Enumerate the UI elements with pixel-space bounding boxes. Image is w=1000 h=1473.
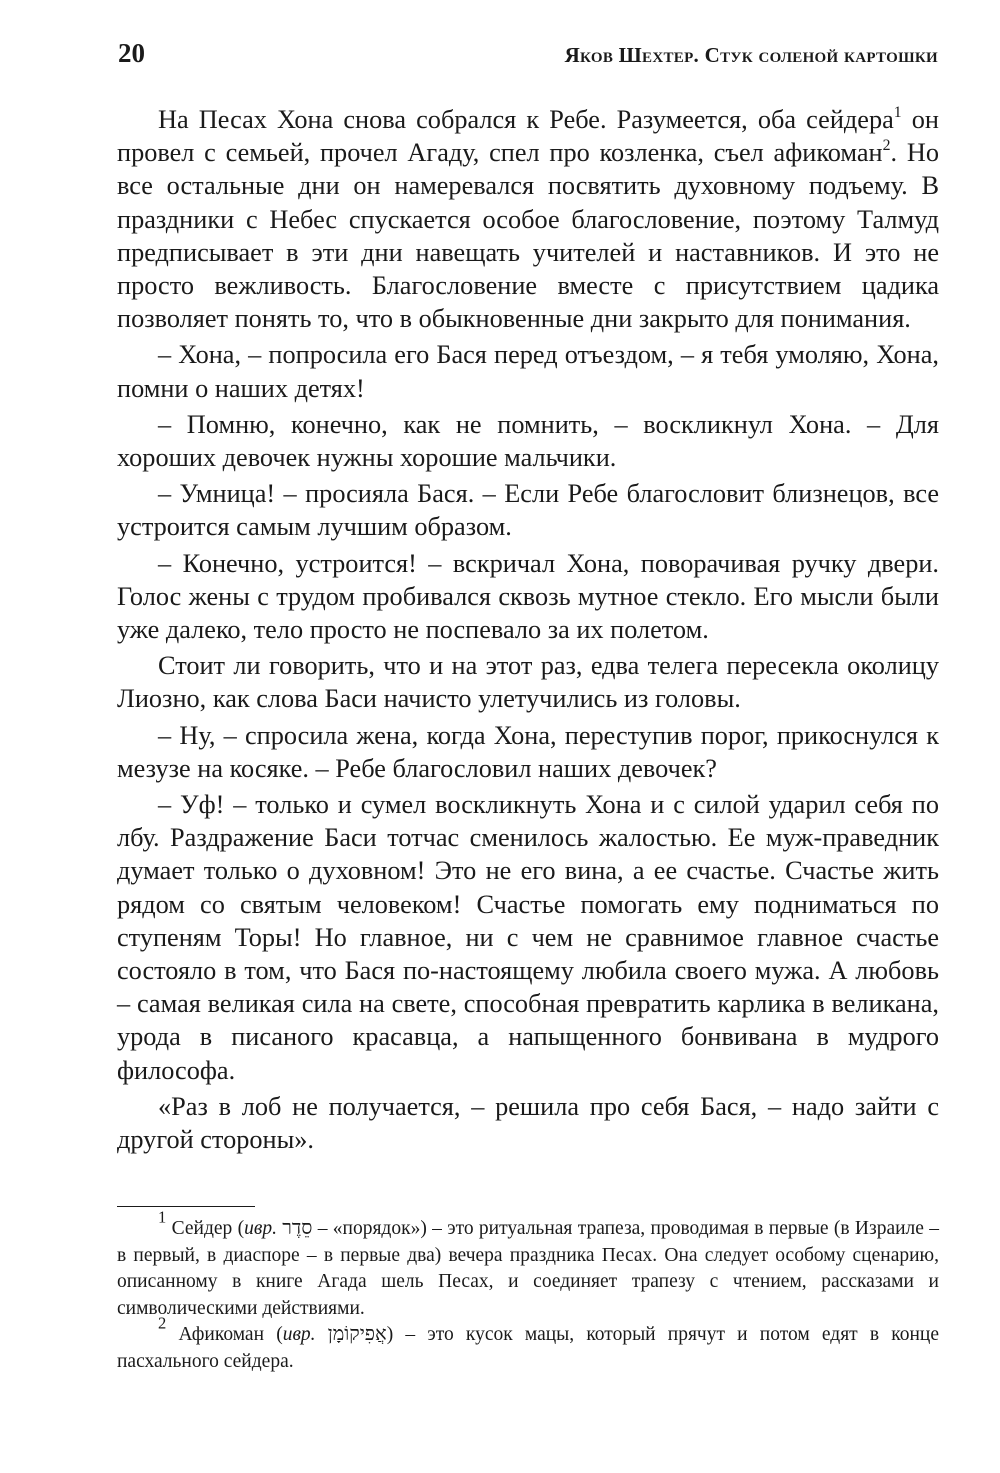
footnote-divider — [117, 1206, 255, 1207]
abbreviation: ивр. — [282, 1324, 316, 1345]
paragraph: – Ну, – спросила жена, когда Хона, переступив порог, прикоснулся к мезузе на косяке. – Ребе благословил наших девочек? — [117, 720, 939, 783]
paragraph: – Умница! – просияла Бася. – Если Ребе благословит близнецов, все устроится самым лучшим образом. — [117, 479, 939, 542]
footnote-text: Сейдер ( — [166, 1218, 245, 1239]
paragraph: Стоит ли говорить, что и на этот раз, едва телега пересекла околицу Лиозно, как слова Баси начисто улетучились из головы. — [117, 651, 939, 714]
footnote-ref-1: 1 — [893, 103, 902, 121]
page-header — [118, 38, 938, 69]
page-number: 20 — [118, 38, 145, 68]
main-text — [117, 103, 939, 1159]
footnote-ref-2: 2 — [882, 137, 891, 155]
footnote-number: 1 — [158, 1207, 167, 1227]
footnote-number: 2 — [158, 1313, 167, 1333]
abbreviation: ивр. — [244, 1218, 277, 1239]
hebrew-term: אֲפִיקוֹמָן — [315, 1324, 387, 1345]
paragraph: – Хона, – попросила его Бася перед отъездом, – я тебя умоляю, Хона, помни о наших детях! — [117, 340, 939, 403]
paragraph: – Конечно, устроится! – вскричал Хона, поворачивая ручку двери. Голос жены с трудом пробивался сквозь мутное стекло. Его мысли были уже далеко, тело просто не поспевало за их полетом. — [117, 548, 939, 645]
paragraph-text: . Но все остальные дни он намеревался посвятить духовному подъему. В праздники с Небес спускается особое благословение, поэтому Талмуд предписывает в эти дни навещать учителей и наставников. И это не просто вежливость. Благословение вместе с присутствием цадика позволяет понять то, что в обыкновенные дни закрыто для понимания. — [117, 138, 939, 334]
footnote-text: Афикоман ( — [166, 1324, 283, 1345]
footnote-1 — [117, 1207, 940, 1322]
paragraph: – Уф! – только и сумел воскликнуть Хона и с силой ударил себя по лбу. Раздражение Баси тотчас сменилось жалостью. Ее муж-праведник думает только о духовном! Это не его вина, а ее счастье. Счастье жить рядом со святым человеком! Счастье помогать ему подниматься по ступеням Торы! Но главное, ни с чем не сравнимое главное счастье состояло в том, что Бася по-настоящему любила своего мужа. А любовь – самая великая сила на свете, способная превратить карлика в великана, урода в писаного красавца, а напыщенного бонвивана в мудрого философа. — [117, 790, 939, 1085]
paragraph-text: он провел с семьей, прочел Агаду, спел про козленка, съел афикоман — [117, 105, 939, 168]
footnote-2 — [117, 1313, 940, 1375]
paragraph — [117, 103, 939, 335]
hebrew-term: סֵדֶר — [276, 1218, 313, 1239]
footnotes — [117, 1207, 940, 1375]
paragraph: – Помню, конечно, как не помнить, – воскликнул Хона. – Для хороших девочек нужны хорошие мальчики. — [117, 409, 939, 473]
running-head: Яков Шехтер. Стук соленой картошки — [564, 43, 938, 67]
footnote-text: ) – это кусок мацы, который прячут и потом едят в конце пасхального сейдера. — [117, 1324, 940, 1372]
footnote-text: – «порядок») – это ритуальная трапеза, проводимая в первые (в Израиле – в первый, в диаспоре – в первые два) вечера праздника Песах. Она следует особому сценарию, описанному в книге Агада шель Песах, и соединяет трапезу с чтением, рассказами и символическими действиями. — [117, 1218, 940, 1319]
paragraph-text: На Песах Хона снова собрался к Ребе. Разумеется, оба сейдера — [158, 105, 894, 134]
paragraph: «Раз в лоб не получается, – решила про себя Бася, – надо зайти с другой стороны». — [117, 1091, 939, 1155]
